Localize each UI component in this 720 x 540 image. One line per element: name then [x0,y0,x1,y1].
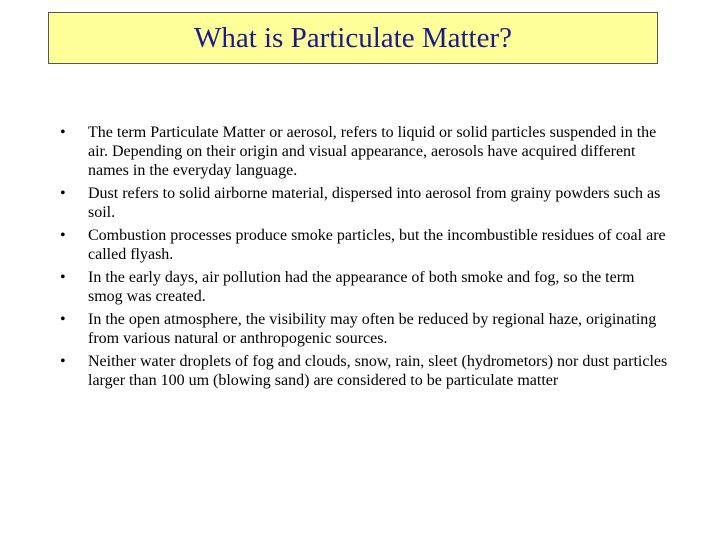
bullet-item [60,268,670,306]
slide-title: What is Particulate Matter? [193,21,513,54]
bullet-dot-icon: • [60,227,66,244]
bullet-text: The term Particulate Matter or aerosol, refers to liquid or solid particles suspended in the air. Depending on their origin and visual appearance, aerosols have acquired different names in the everyday language. [88,124,657,179]
bullet-item [60,310,670,348]
bullet-text: Dust refers to solid airborne material, dispersed into aerosol from grainy powders such as soil. [88,185,661,221]
bullet-dot-icon: • [60,269,66,286]
bullet-text: Combustion processes produce smoke particles, but the incombustible residues of coal are called flyash. [88,227,666,263]
bullet-dot-icon: • [60,124,66,141]
bullet-text: Neither water droplets of fog and clouds, snow, rain, sleet (hydrometors) nor dust particles larger than 100 um (blowing sand) are considered to be particulate matter [88,353,668,389]
bullet-item [60,184,670,222]
bullet-dot-icon: • [60,311,66,328]
bullet-dot-icon: • [60,353,66,370]
bullet-dot-icon: • [60,185,66,202]
bullet-item [60,226,670,264]
bullet-item [60,352,670,390]
bullet-text: In the open atmosphere, the visibility may often be reduced by regional haze, originating from various natural or anthropogenic sources. [88,311,657,347]
slide-title-box [48,12,658,64]
bullet-text: In the early days, air pollution had the appearance of both smoke and fog, so the term smog was created. [88,269,635,305]
bullet-list [60,123,670,394]
bullet-item [60,123,670,180]
